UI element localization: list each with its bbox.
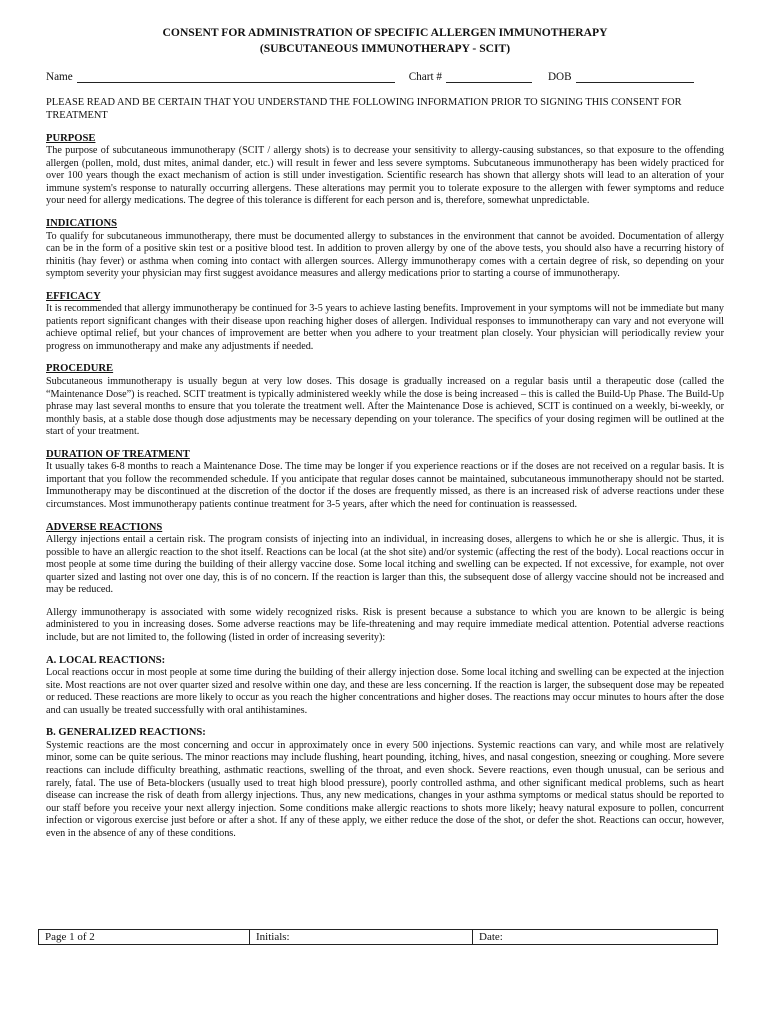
date-label: Date: [479,931,503,943]
procedure-text: Subcutaneous immunotherapy is usually begun at very low doses. This dosage is gradually increased on a regular basis until a therapeutic dose (called the “Maintenance Dose”) is reached. SCIT treatment is typically administered weekly while the dose is being increased – this is called the Build-Up Phase. The Build-Up phrase may last several months to ensure that you tolerate the treatment well. After the Maintenance Dose is achieved, SCIT is continued on a weekly, bi-weekly, or monthly basis, at a stable dose though dose adjustments may be necessary depending on your tolerance. The specifics of your dosing regimen will be outlined at the start of your treatment. [46,376,724,438]
adverse-reactions-text-1: Allergy injections entail a certain risk. The program consists of injecting into an individual, in increasing doses, allergens to which he or she is allergic. Thus, it is possible to have an allergic reaction to the shot itself. Reactions can be local (at the shot site) and/or systemic (affecting the rest of the body). Local reactions occur in most people at some time during the building of their allergy vaccine dose. Some local itching and swelling can be expected. If not excessive, for example, not over quarter sized and lasting not over one day, this is of no concern. If the reaction is larger than this, the subsequent dose of allergy vaccine should not be increased and may be reduced. [46,534,724,596]
title-line-1: CONSENT FOR ADMINISTRATION OF SPECIFIC ALLERGEN IMMUNOTHERAPY [162,26,608,39]
purpose-section [46,133,724,208]
title-line-2: (SUBCUTANEOUS IMMUNOTHERAPY - SCIT) [259,42,511,55]
patient-fields [46,69,724,83]
form-title [46,26,724,56]
date-field[interactable] [473,930,717,944]
initials-label: Initials: [256,931,290,943]
dob-field[interactable] [576,71,694,83]
indications-heading: INDICATIONS [46,217,118,229]
duration-heading: DURATION OF TREATMENT [46,448,190,460]
procedure-section [46,363,724,438]
generalized-reactions-text: Systemic reactions are the most concerning and occur in approximately once in every 500 injections. Systemic reactions can vary, and while most are relatively minor, some can be quite serious. The minor reactions may include flushing, heart pounding, itching, hives, and nasal congestion, sneezing or coughing. More severe reactions can include difficulty breathing, asthmatic reactions, swelling of the throat, and even shock. Severe reactions, even though unusual, can be serious and rarely, fatal. The use of Beta-blockers (usually used to treat high blood pressure), poorly controlled asthma, and other significant medical problems, such as heart disease can increase the risk of death from allergy injections. Thus, any new medications, changes in your asthma symptoms or medical status should be reported to our staff before you receive your next allergy injection. Some conditions make allergic reactions to shots more likely; heavy natural exposure to pollen, concurrent infection or vigorous exercise just before or after a shot. If any of these apply, we either reduce the dose of the shot, or defer the shot. Reactions can occur, however, even in the absence of any of these conditions. [46,739,724,839]
dob-label: DOB [547,71,572,83]
chart-label: Chart # [408,71,442,83]
name-field[interactable] [77,71,395,83]
generalized-reactions-heading: B. GENERALIZED REACTIONS: [46,727,206,739]
adverse-reactions-section [46,522,724,645]
page-footer [38,929,718,945]
instruction-text: PLEASE READ AND BE CERTAIN THAT YOU UNDERSTAND THE FOLLOWING INFORMATION PRIOR TO SIGNING THIS CONSENT FOR TREATMENT [46,97,682,121]
efficacy-text: It is recommended that allergy immunotherapy be continued for 3-5 years to achieve lasting benefits. Improvement in your symptoms will not be immediate but many patients report significant changes with their disease upon reaching higher doses of allergen. Individual responses to immunotherapy can vary and not everyone will achieve optimal relief, but your chances of improvement are better when you adhere to your treatment plan closely. Your physician will periodically review your progress on immunotherapy and make any adjustments if needed. [46,303,724,352]
local-reactions-text: Local reactions occur in most people at some time during the building of their allergy injection dose. Some local itching and swelling can be expected at the injection site. Most reactions are not over quarter sized and resolve within one day, and these are less concerning. If the reaction is larger, the subsequent dose may be repeated or reduced. These reactions are more likely to occur as you reach the higher concentrations and higher doses. The reactions may occur minutes to hours after the dose and can usually be treated successfully with oral antihistamines. [46,667,724,716]
name-label: Name [46,71,73,83]
indications-text: To qualify for subcutaneous immunotherapy, there must be documented allergy to substances in the environment that cannot be avoided. Documentation of allergy can be in the form of a positive skin test or a positive blood test. In addition to proven allergy by one of the above tests, you should also have a recurring history of rhinitis (hay fever) or asthma when coming into contact with allergen sources. Allergy immunotherapy comes with a certain degree of risk, so depending on your symptom severity your physician may first suggest avoidance measures and allergy medications prior to starting a course of immunotherapy. [46,230,724,280]
duration-text: It usually takes 6-8 months to reach a Maintenance Dose. The time may be longer if you experience reactions or if the doses are not received on a regular basis. It is important that you follow the recommended schedule. If you anticipate that regular doses cannot be maintained, subcutaneous immunotherapy should not be started. Immunotherapy may be discontinued at the discretion of the doctor if the doses are frequently missed, as there is an increased risk of adverse reactions under these circumstances. Most immunotherapy patients continue treatment for 3-5 years, after which the need for continuation is reassessed. [46,461,724,511]
efficacy-section [46,291,724,354]
local-reactions-section [46,655,724,718]
adverse-reactions-text-2: Allergy immunotherapy is associated with some widely recognized risks. Risk is present because a substance to which you are known to be allergic is being administered to you in increasing doses. Some adverse reactions may be life-threatening and may require immediate medical attention. Potential adverse reactions include, but are not limited to, the following (listed in order of increasing severity): [46,606,724,643]
purpose-text: The purpose of subcutaneous immunotherapy (SCIT / allergy shots) is to decrease your sensitivity to allergy-causing substances, so that exposure to the offending allergen (pollen, mold, dust mites, animal dander, etc.) will result in fewer and less severe symptoms. Subcutaneous immunotherapy has been widely practiced for over 100 years though the exact mechanism of action is still under investigation. Scientific research has shown that allergy shots will lead to an alteration of your immune system's response to naturally occurring allergens. These alterations may permit you to tolerate exposure to the allergen with fewer symptoms and reduce your need for allergy medications. The degree of this tolerance is different for each person and is, therefore, somewhat unpredictable. [46,145,724,207]
duration-section [46,449,724,512]
local-reactions-heading: A. LOCAL REACTIONS: [46,654,166,666]
efficacy-heading: EFFICACY [46,290,101,302]
procedure-heading: PROCEDURE [46,363,114,375]
generalized-reactions-section [46,727,724,840]
adverse-reactions-heading: ADVERSE REACTIONS [46,521,163,533]
purpose-heading: PURPOSE [46,132,96,144]
page-number: Page 1 of 2 [39,930,250,944]
chart-number-field[interactable] [446,71,532,83]
initials-field[interactable] [250,930,473,944]
indications-section [46,218,724,281]
